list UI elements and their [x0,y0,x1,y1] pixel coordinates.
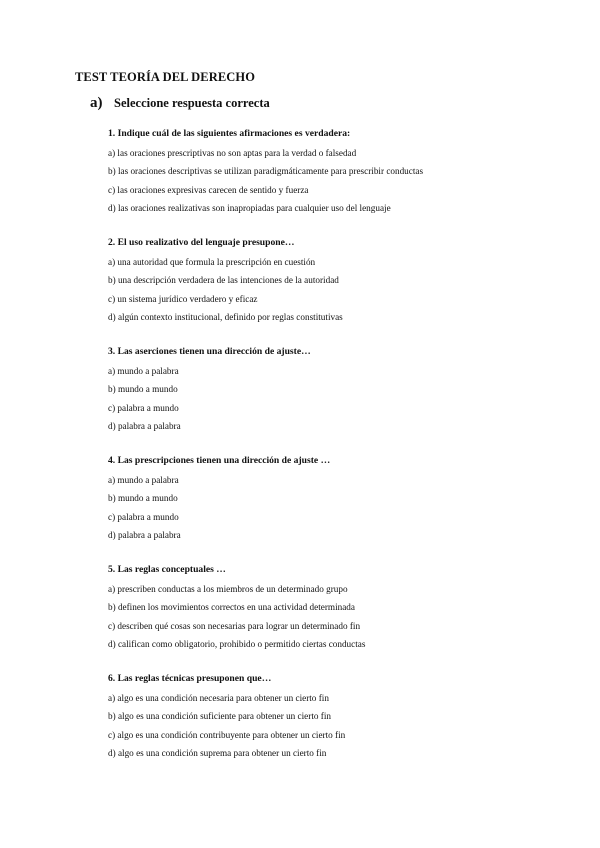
question-text: 5. Las reglas conceptuales … [108,564,226,575]
option-c[interactable]: c) un sistema jurídico verdadero y eficaz [108,293,258,304]
option-b[interactable]: b) las oraciones descriptivas se utilizan paradigmáticamente para prescribir conductas [108,166,424,176]
question-text: 4. Las prescripciones tienen una dirección de ajuste … [108,455,331,466]
option-b[interactable]: b) algo es una condición suficiente para obtener un cierto fin [108,711,331,721]
option-a[interactable]: a) mundo a palabra [108,474,179,485]
question-3 [108,343,548,452]
section-letter: a) [90,95,103,111]
option-c[interactable]: c) describen qué cosas son necesarias para lograr un determinado fin [108,620,361,631]
question-4 [108,452,548,561]
option-b[interactable]: b) mundo a mundo [108,384,178,394]
option-a[interactable]: a) las oraciones prescriptivas no son aptas para la verdad o falsedad [108,147,357,158]
option-d[interactable]: d) las oraciones realizativas son inapropiadas para cualquier uso del lenguaje [108,203,391,213]
question-text: 2. El uso realizativo del lenguaje presupone… [108,237,295,248]
option-c[interactable]: c) palabra a mundo [108,511,179,522]
section-title: Seleccione respuesta correcta [114,96,270,110]
question-1 [108,125,548,234]
option-a[interactable]: a) una autoridad que formula la prescripción en cuestión [108,256,316,267]
question-5 [108,561,548,670]
question-text: 3. Las aserciones tienen una dirección de ajuste… [108,346,311,357]
option-d[interactable]: d) algún contexto institucional, definido por reglas constitutivas [108,312,343,322]
option-b[interactable]: b) definen los movimientos correctos en una actividad determinada [108,602,355,612]
option-c[interactable]: c) las oraciones expresivas carecen de sentido y fuerza [108,184,309,195]
question-6 [108,670,548,779]
option-c[interactable]: c) palabra a mundo [108,402,179,413]
option-d[interactable]: d) palabra a palabra [108,421,181,431]
question-text: 1. Indique cuál de las siguientes afirmaciones es verdadera: [108,128,351,139]
option-d[interactable]: d) palabra a palabra [108,530,181,540]
option-b[interactable]: b) una descripción verdadera de las intenciones de la autoridad [108,275,339,285]
question-text: 6. Las reglas técnicas presuponen que… [108,673,272,684]
option-b[interactable]: b) mundo a mundo [108,493,178,503]
question-list [108,125,548,779]
option-d[interactable]: d) califican como obligatorio, prohibido o permitido ciertas conductas [108,639,366,649]
option-a[interactable]: a) algo es una condición necesaria para obtener un cierto fin [108,692,329,703]
option-d[interactable]: d) algo es una condición suprema para obtener un cierto fin [108,748,327,758]
option-a[interactable]: a) mundo a palabra [108,365,179,376]
section-heading [90,94,270,112]
document-title: TEST TEORÍA DEL DERECHO [75,70,256,84]
question-2 [108,234,548,343]
option-a[interactable]: a) prescriben conductas a los miembros de un determinado grupo [108,583,348,594]
option-c[interactable]: c) algo es una condición contribuyente para obtener un cierto fin [108,729,346,740]
